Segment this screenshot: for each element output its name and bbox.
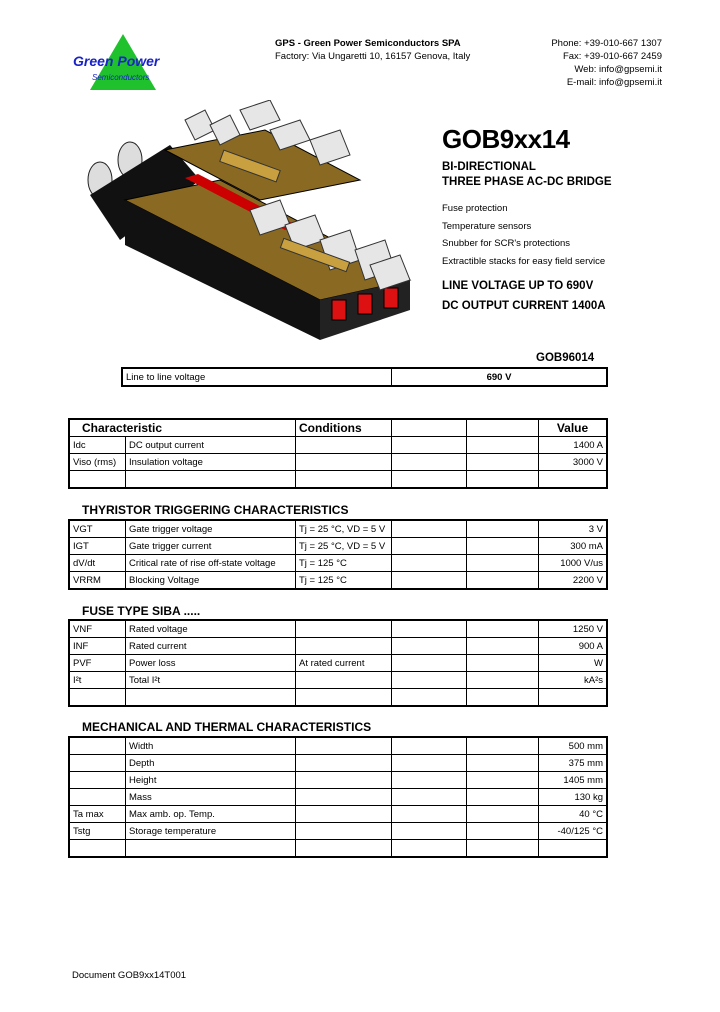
feature-item: Temperature sensors xyxy=(442,220,532,232)
cell-condition xyxy=(296,454,392,471)
table-row xyxy=(69,655,607,672)
table-row xyxy=(69,755,607,772)
table-row xyxy=(69,538,607,555)
cell-condition: Tj = 25 °C, VD = 5 V xyxy=(296,520,392,538)
cell-condition xyxy=(296,806,392,823)
table-row xyxy=(69,572,607,590)
cell-symbol: PVF xyxy=(69,655,126,672)
cell-value: W xyxy=(539,655,608,672)
cell-description: Blocking Voltage xyxy=(126,572,296,590)
cell-description: Insulation voltage xyxy=(126,454,296,471)
cell-condition xyxy=(296,638,392,655)
characteristics-table xyxy=(68,418,608,489)
contact-phone: Phone: +39-010-667 1307 xyxy=(551,38,662,49)
table-row xyxy=(69,672,607,689)
cell-condition xyxy=(296,772,392,789)
table-row xyxy=(69,806,607,823)
cell-value: 300 mA xyxy=(539,538,608,555)
cell-condition xyxy=(296,789,392,806)
model-row-value: 690 V xyxy=(392,368,608,386)
header-value: Value xyxy=(539,419,608,437)
cell-value: -40/125 °C xyxy=(539,823,608,840)
table-row xyxy=(69,520,607,538)
cell-condition xyxy=(296,755,392,772)
cell-description: Gate trigger current xyxy=(126,538,296,555)
table-row xyxy=(69,620,607,638)
fuse-section-title: FUSE TYPE SIBA ..... xyxy=(82,604,201,618)
cell-condition: Tj = 125 °C xyxy=(296,572,392,590)
cell-description: DC output current xyxy=(126,437,296,454)
cell-description: Height xyxy=(126,772,296,789)
thyristor-section-title: THYRISTOR TRIGGERING CHARACTERISTICS xyxy=(82,503,349,517)
cell-condition: Tj = 25 °C, VD = 5 V xyxy=(296,538,392,555)
table-row xyxy=(69,689,607,707)
feature-list xyxy=(442,200,605,270)
header-conditions: Conditions xyxy=(296,419,392,437)
cell-description: Total I²t xyxy=(126,672,296,689)
contact-email: E-mail: info@gpsemi.it xyxy=(566,77,662,88)
table-row xyxy=(69,823,607,840)
cell-value: 40 °C xyxy=(539,806,608,823)
model-table xyxy=(121,367,608,387)
cell-value: 375 mm xyxy=(539,755,608,772)
subtitle-line-1: BI-DIRECTIONAL xyxy=(442,161,536,173)
cell-description: Rated voltage xyxy=(126,620,296,638)
cell-value: 500 mm xyxy=(539,737,608,755)
cell-symbol: IGT xyxy=(69,538,126,555)
cell-symbol: VNF xyxy=(69,620,126,638)
cell-value: 1405 mm xyxy=(539,772,608,789)
company-block xyxy=(275,37,470,63)
table-row xyxy=(69,737,607,755)
cell-value: kA²s xyxy=(539,672,608,689)
cell-description: Mass xyxy=(126,789,296,806)
cell-description: Max amb. op. Temp. xyxy=(126,806,296,823)
spec-block xyxy=(442,276,606,316)
cell-description: Gate trigger voltage xyxy=(126,520,296,538)
table-row xyxy=(69,454,607,471)
feature-item: Extractible stacks for easy field service xyxy=(442,255,606,267)
cell-symbol xyxy=(69,772,126,789)
fuse-table xyxy=(68,619,608,707)
cell-symbol: Viso (rms) xyxy=(69,454,126,471)
table-row xyxy=(69,437,607,454)
table-row xyxy=(69,555,607,572)
document-id: Document GOB9xx14T001 xyxy=(72,970,187,981)
logo-name: Green Power xyxy=(73,53,160,69)
cell-value: 3000 V xyxy=(539,454,608,471)
cell-description: Power loss xyxy=(126,655,296,672)
cell-condition: Tj = 125 °C xyxy=(296,555,392,572)
product-illustration xyxy=(70,100,420,345)
logo-subtitle: Semiconductors xyxy=(92,73,150,82)
cell-symbol: Tstg xyxy=(69,823,126,840)
cell-symbol: Ta max xyxy=(69,806,126,823)
cell-description: Depth xyxy=(126,755,296,772)
cell-symbol: VRRM xyxy=(69,572,126,590)
feature-item: Fuse protection xyxy=(442,203,508,214)
cell-symbol xyxy=(69,755,126,772)
cell-symbol: Idc xyxy=(69,437,126,454)
cell-symbol: INF xyxy=(69,638,126,655)
header-characteristic: Characteristic xyxy=(69,419,296,437)
cell-condition xyxy=(296,737,392,755)
table-row xyxy=(69,638,607,655)
cell-condition xyxy=(296,620,392,638)
cell-value: 1400 A xyxy=(539,437,608,454)
cell-symbol: dV/dt xyxy=(69,555,126,572)
table-row xyxy=(69,471,607,489)
cell-value: 1250 V xyxy=(539,620,608,638)
cell-symbol xyxy=(69,737,126,755)
cell-condition xyxy=(296,437,392,454)
cell-description: Rated current xyxy=(126,638,296,655)
table-row xyxy=(69,772,607,789)
cell-value: 3 V xyxy=(539,520,608,538)
table-header-row xyxy=(69,419,607,437)
contact-web: Web: info@gpsemi.it xyxy=(574,64,662,75)
cell-condition xyxy=(296,823,392,840)
cell-symbol: I²t xyxy=(69,672,126,689)
table-row xyxy=(122,368,607,386)
company-name: GPS - Green Power Semiconductors SPA xyxy=(275,38,461,49)
table-row xyxy=(69,789,607,806)
spec-line-voltage: LINE VOLTAGE UP TO 690V xyxy=(442,280,594,292)
company-address: Factory: Via Ungaretti 10, 16157 Genova, Italy xyxy=(275,51,471,62)
cell-value: 130 kg xyxy=(539,789,608,806)
cell-description: Critical rate of rise off-state voltage xyxy=(126,555,296,572)
mechanical-section-title: MECHANICAL AND THERMAL CHARACTERISTICS xyxy=(82,720,372,734)
table-row xyxy=(69,840,607,858)
cell-description: Storage temperature xyxy=(126,823,296,840)
feature-item: Snubber for SCR's protections xyxy=(442,238,571,249)
cell-symbol xyxy=(69,789,126,806)
model-row-label: Line to line voltage xyxy=(122,368,392,386)
cell-condition xyxy=(296,672,392,689)
contact-block xyxy=(551,37,662,89)
mechanical-table xyxy=(68,736,608,858)
cell-value: 1000 V/us xyxy=(539,555,608,572)
thyristor-table xyxy=(68,519,608,590)
cell-value: 900 A xyxy=(539,638,608,655)
cell-condition: At rated current xyxy=(296,655,392,672)
contact-fax: Fax: +39-010-667 2459 xyxy=(562,51,662,62)
cell-symbol: VGT xyxy=(69,520,126,538)
product-subtitle xyxy=(442,160,612,190)
cell-description: Width xyxy=(126,737,296,755)
model-label: GOB96014 xyxy=(536,352,595,364)
cell-value: 2200 V xyxy=(539,572,608,590)
spec-output-current: DC OUTPUT CURRENT 1400A xyxy=(442,300,606,312)
subtitle-line-2: THREE PHASE AC-DC BRIDGE xyxy=(442,176,612,188)
product-title: GOB9xx14 xyxy=(442,124,570,154)
